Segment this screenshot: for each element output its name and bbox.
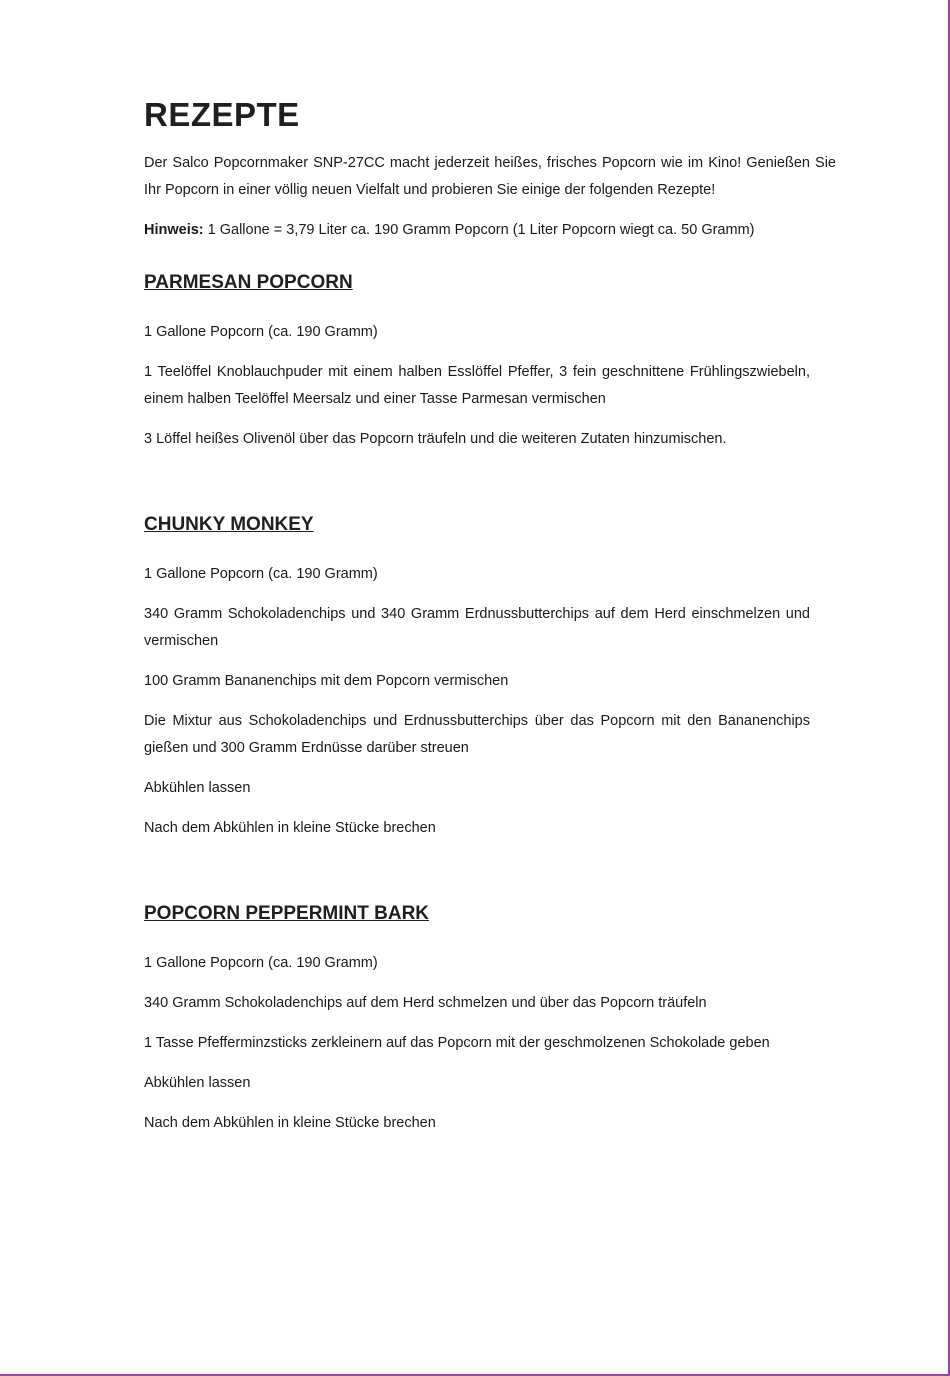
- recipe-step: Abkühlen lassen: [144, 780, 251, 796]
- recipe-popcorn-peppermint-bark: [144, 901, 810, 1137]
- recipe-step: 340 Gramm Schokoladenchips und 340 Gramm Erdnussbutterchips auf dem Herd einschmelzen und vermischen: [144, 606, 810, 649]
- recipe-step: Abkühlen lassen: [144, 1075, 251, 1091]
- recipe-chunky-monkey: [144, 512, 810, 842]
- recipe-step: 100 Gramm Bananenchips mit dem Popcorn vermischen: [144, 673, 509, 689]
- recipe-step: 1 Tasse Pfefferminzsticks zerkleinern auf das Popcorn mit der geschmolzenen Schokolade geben: [144, 1035, 770, 1051]
- recipe-step: Nach dem Abkühlen in kleine Stücke brechen: [144, 820, 436, 836]
- recipe-step: 1 Gallone Popcorn (ca. 190 Gramm): [144, 324, 378, 340]
- recipe-title: POPCORN PEPPERMINT BARK: [144, 903, 430, 924]
- note-text: 1 Gallone = 3,79 Liter ca. 190 Gramm Popcorn (1 Liter Popcorn wiegt ca. 50 Gramm): [203, 222, 755, 238]
- recipe-parmesan-popcorn: [144, 270, 810, 453]
- document-page: [144, 94, 836, 1137]
- page-title: REZEPTE: [144, 96, 300, 133]
- recipe-step: 1 Teelöffel Knoblauchpuder mit einem halben Esslöffel Pfeffer, 3 fein geschnittene Frühlingszwiebeln, einem halben Teelöffel Meersalz und einer Tasse Parmesan vermischen: [144, 364, 810, 407]
- recipe-step: 3 Löffel heißes Olivenöl über das Popcorn träufeln und die weiteren Zutaten hinzumischen.: [144, 431, 727, 447]
- intro-paragraph: Der Salco Popcornmaker SNP-27CC macht jederzeit heißes, frisches Popcorn wie im Kino! Genießen Sie Ihr Popcorn in einer völlig neuen Vielfalt und probieren Sie einige der folgenden Rezepte!: [144, 155, 836, 198]
- recipe-title: PARMESAN POPCORN: [144, 272, 353, 293]
- note-label: Hinweis:: [144, 222, 204, 238]
- note-paragraph: [144, 217, 810, 244]
- recipe-step: 1 Gallone Popcorn (ca. 190 Gramm): [144, 566, 378, 582]
- recipe-step: Die Mixtur aus Schokoladenchips und Erdnussbutterchips über das Popcorn mit den Bananenchips gießen und 300 Gramm Erdnüsse darüber streuen: [144, 713, 810, 756]
- recipe-step: Nach dem Abkühlen in kleine Stücke brechen: [144, 1115, 436, 1131]
- recipe-title: CHUNKY MONKEY: [144, 514, 314, 535]
- recipe-step: 1 Gallone Popcorn (ca. 190 Gramm): [144, 955, 378, 971]
- recipe-step: 340 Gramm Schokoladenchips auf dem Herd schmelzen und über das Popcorn träufeln: [144, 995, 707, 1011]
